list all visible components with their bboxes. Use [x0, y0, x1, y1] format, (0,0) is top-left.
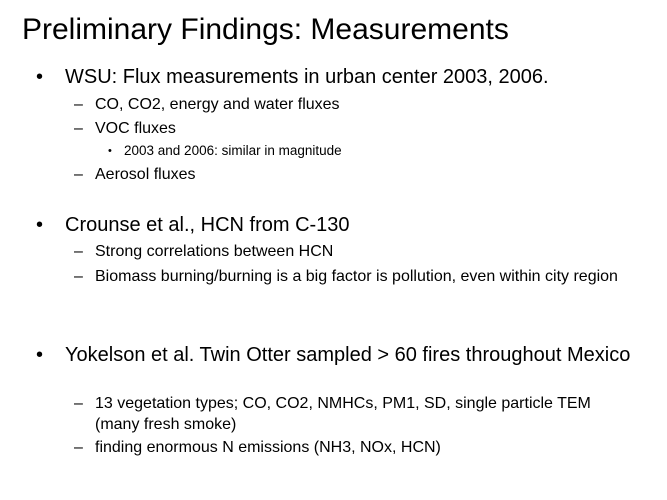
bullet-yokelson-text: Yokelson et al. Twin Otter sampled > 60 fires throughout Mexico	[65, 344, 631, 366]
dash-marker: –	[74, 120, 83, 137]
sub-bullet-text: Biomass burning/burning is a big factor is pollution, even within city region	[95, 268, 618, 285]
sub-bullet-text: finding enormous N emissions (NH3, NOx, HCN)	[95, 439, 441, 456]
sub-sub-bullet-text: 2003 and 2006: similar in magnitude	[124, 143, 342, 158]
bullet-crounse-text: Crounse et al., HCN from C-130	[65, 214, 350, 236]
bullet-marker: •	[108, 145, 112, 157]
sub-bullet-text: CO, CO2, energy and water fluxes	[95, 96, 340, 113]
bullet-marker: •	[36, 66, 44, 88]
dash-marker: –	[74, 395, 83, 412]
dash-marker: –	[74, 96, 83, 113]
bullet-wsu-text: WSU: Flux measurements in urban center 2003, 2006.	[65, 66, 549, 88]
bullet-marker: •	[36, 344, 44, 366]
dash-marker: –	[74, 243, 83, 260]
sub-bullet-text: Strong correlations between HCN	[95, 243, 334, 260]
sub-bullet-text: 13 vegetation types; CO, CO2, NMHCs, PM1, SD, single particle TEM (many fresh smoke)	[95, 395, 591, 433]
slide-title: Preliminary Findings: Measurements	[22, 13, 509, 46]
dash-marker: –	[74, 166, 83, 183]
sub-bullet-text: Aerosol fluxes	[95, 166, 196, 183]
dash-marker: –	[74, 268, 83, 285]
bullet-marker: •	[36, 214, 44, 236]
dash-marker: –	[74, 439, 83, 456]
sub-bullet-text: VOC fluxes	[95, 120, 176, 137]
